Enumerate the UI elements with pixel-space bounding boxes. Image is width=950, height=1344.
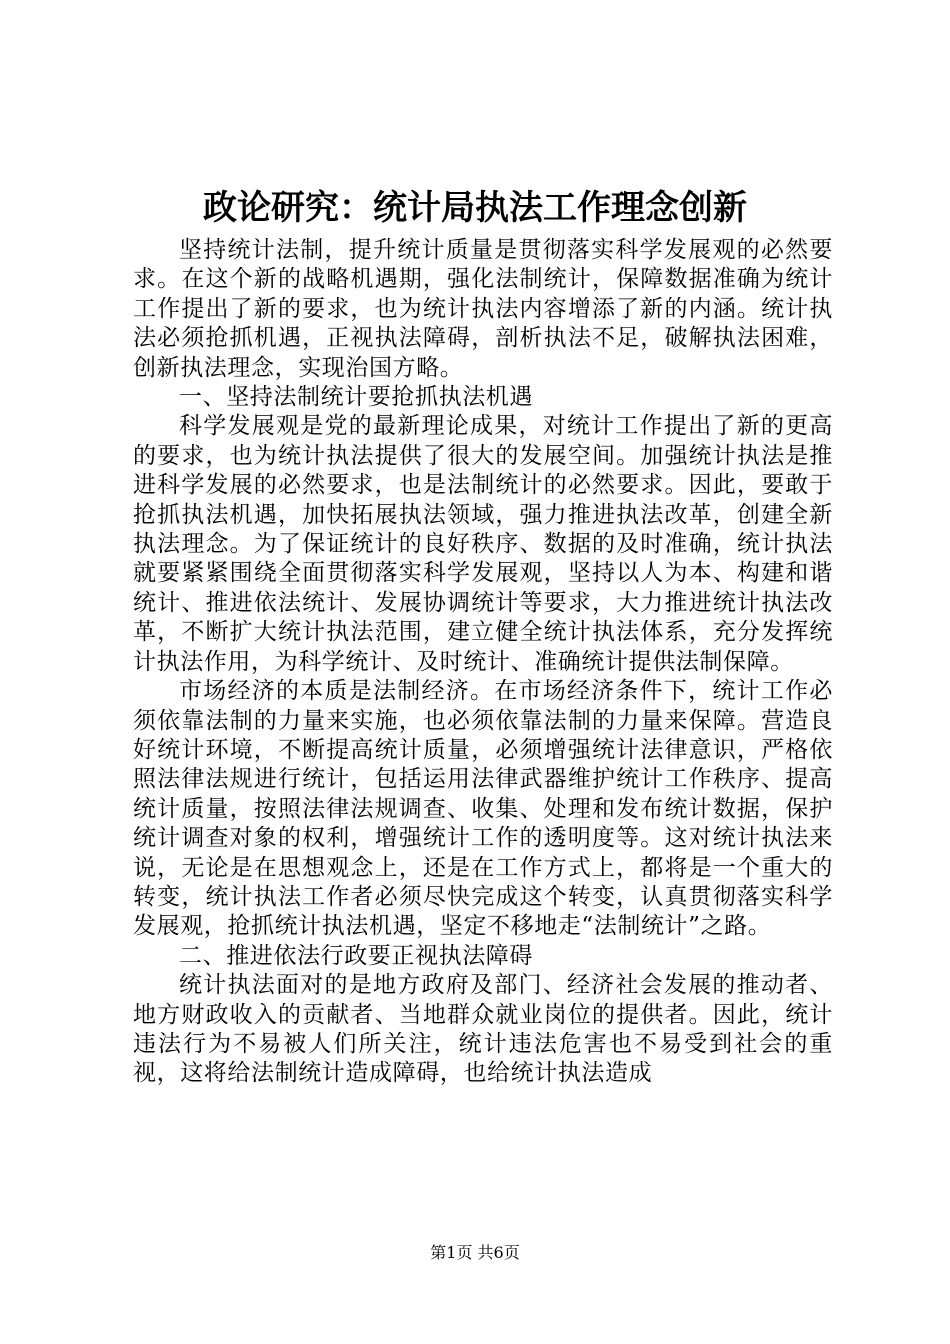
document-title: 政论研究：统计局执法工作理念创新	[203, 188, 747, 228]
document-body	[133, 236, 833, 1089]
paragraph-intro: 坚持统计法制，提升统计质量是贯彻落实科学发展观的必然要求。在这个新的战略机遇期，强化法制统计，保障数据准确为统计工作提出了新的要求，也为统计执法内容增添了新的内涵。统计执法必须抢抓机遇，正视执法障碍，剖析执法不足，破解执法困难，创新执法理念，实现治国方略。	[133, 237, 833, 381]
section-heading-1: 一、坚持法制统计要抢抓执法机遇	[179, 384, 533, 411]
paragraph-section1-a: 科学发展观是党的最新理论成果，对统计工作提出了新的更高的要求，也为统计执法提供了很大的发展空间。加强统计执法是推进科学发展的必然要求，也是法制统计的必然要求。因此，要敢于抢抓执法机遇，加快拓展执法领域，强力推进执法改革，创建全新执法理念。为了保证统计的良好秩序、数据的及时准确，统计执法就要紧紧围绕全面贯彻落实科学发展观，坚持以人为本、构建和谐统计、推进依法统计、发展协调统计等要求，大力推进统计执法改革，不断扩大统计执法范围，建立健全统计执法体系，充分发挥统计执法作用，为科学统计、及时统计、准确统计提供法制保障。	[133, 413, 833, 675]
page-number-footer: 第1页 共6页	[430, 1243, 520, 1262]
paragraph-section2-a: 统计执法面对的是地方政府及部门、经济社会发展的推动者、地方财政收入的贡献者、当地群众就业岗位的提供者。因此，统计违法行为不易被人们所关注，统计违法危害也不易受到社会的重视，这将给法制统计造成障碍，也给统计执法造成	[133, 972, 833, 1087]
section-heading-2: 二、推进依法行政要正视执法障碍	[179, 942, 533, 969]
paragraph-section1-b: 市场经济的本质是法制经济。在市场经济条件下，统计工作必须依靠法制的力量来实施，也必须依靠法制的力量来保障。营造良好统计环境，不断提高统计质量，必须增强统计法律意识，严格依照法律法规进行统计，包括运用法律武器维护统计工作秩序、提高统计质量，按照法律法规调查、收集、处理和发布统计数据，保护统计调查对象的权利，增强统计工作的透明度等。这对统计执法来说，无论是在思想观念上，还是在工作方式上，都将是一个重大的转变，统计执法工作者必须尽快完成这个转变，认真贯彻落实科学发展观，抢抓统计执法机遇，坚定不移地走“法制统计”之路。	[133, 678, 833, 940]
